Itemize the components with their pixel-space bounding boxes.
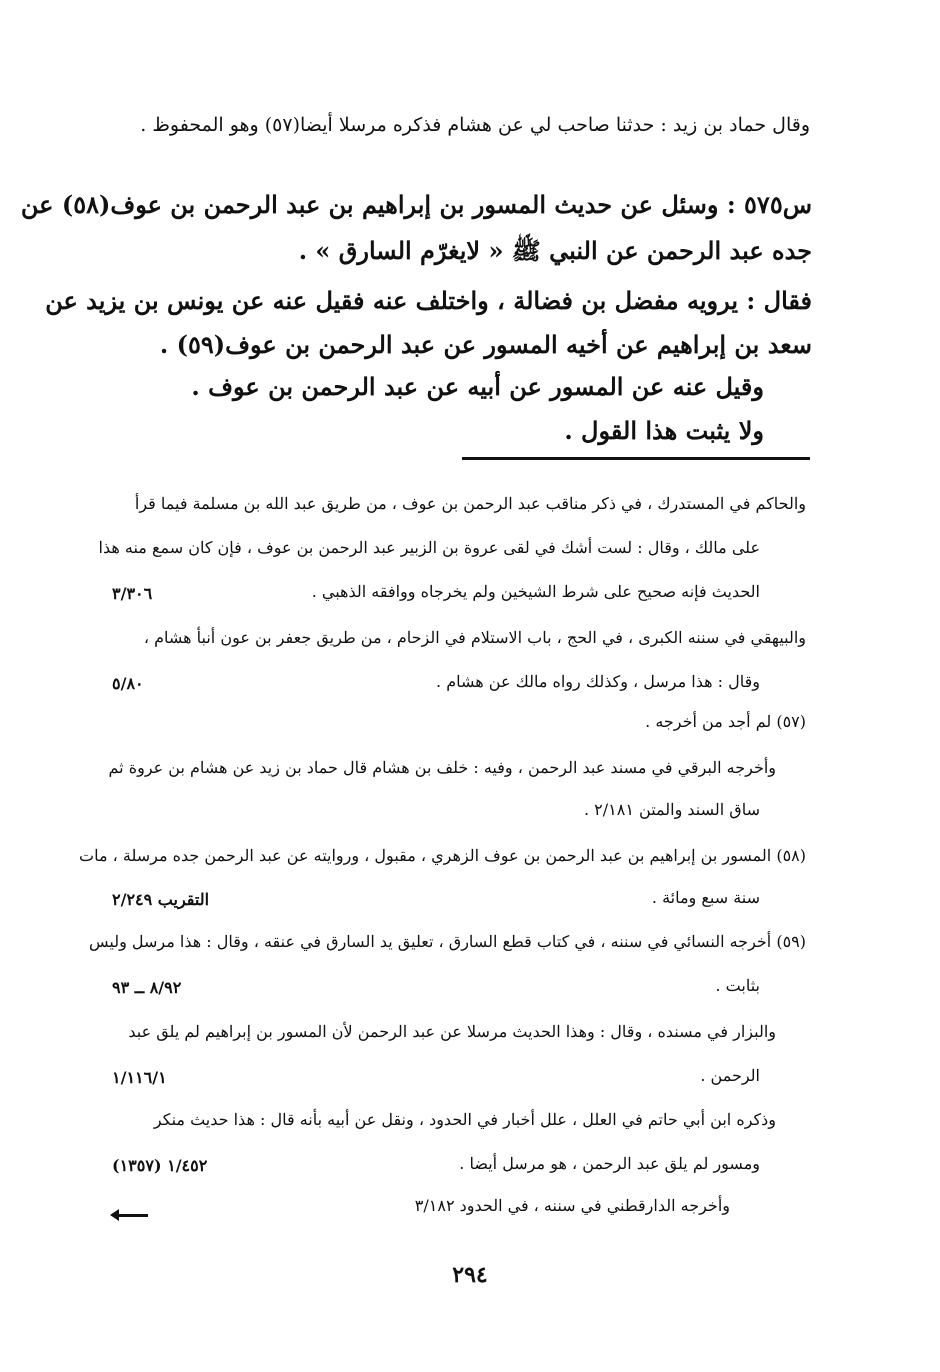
answer-line: فقال : يرويه مفضل بن فضالة ، واختلف عنه فقيل عنه عن يونس بن يزيد عن — [45, 286, 812, 315]
footnote-line: والحاكم في المستدرك ، في ذكر مناقب عبد الرحمن بن عوف ، من طريق عبد الله بن مسلمة فيما قرأ — [134, 494, 806, 513]
footnote-line: والبيهقي في سننه الكبرى ، في الحج ، باب الاستلام في الزحام ، من طريق جعفر بن عون أنبأ هشام ، — [143, 628, 806, 647]
page-number: ٢٩٤ — [452, 1262, 488, 1288]
footnote-line: وذكره ابن أبي حاتم في العلل ، علل أخبار في الحدود ، ونقل عن أبيه بأنه قال : هذا حديث منكر — [153, 1110, 776, 1129]
footnote-separator — [462, 457, 810, 460]
footnote-57: (٥٧) لم أجد من أخرجه . — [645, 712, 806, 731]
page-reference: ٣/٣٠٦ — [112, 584, 153, 603]
page-reference: ١/٤٥٢ (١٣٥٧) — [112, 1156, 208, 1175]
footnote-line: سنة سبع ومائة . — [651, 888, 760, 907]
question-line: س٥٧٥ : وسئل عن حديث المسور بن إبراهيم بن عبد الرحمن بن عوف(٥٨) عن — [20, 190, 812, 219]
footnote-58: (٥٨) المسور بن إبراهيم بن عبد الرحمن بن عوف الزهري ، مقبول ، وروايته عن عبد الرحمن جده مرسلة ، مات — [79, 846, 806, 865]
answer-line: وقيل عنه عن المسور عن أبيه عن عبد الرحمن بن عوف . — [191, 372, 764, 401]
footnote-line: على مالك ، وقال : لست أشك في لقى عروة بن الزبير عبد الرحمن بن عوف ، فإن كان سمع منه هذا — [98, 538, 760, 557]
question-line: جده عبد الرحمن عن النبي ﷺ « لايغرّم السارق » . — [298, 236, 812, 265]
footnote-line: الحديث فإنه صحيح على شرط الشيخين ولم يخرجاه ووافقه الذهبي . — [311, 582, 760, 601]
continuation-arrow-icon — [118, 1214, 148, 1217]
footnote-line: بثابت . — [715, 976, 760, 995]
footnote-line: وأخرجه الدارقطني في سننه ، في الحدود ٣/١٨٢ — [414, 1196, 730, 1215]
page-reference: ٨/٩٢ ــ ٩٣ — [112, 978, 182, 997]
footnote-line: وقال : هذا مرسل ، وكذلك رواه مالك عن هشام . — [436, 672, 760, 691]
footnote-line: ومسور لم يلق عبد الرحمن ، هو مرسل أيضا . — [459, 1154, 760, 1173]
page-reference: ١/١١٦/١ — [112, 1068, 167, 1087]
footnote-line: الرحمن . — [700, 1066, 760, 1085]
page-reference: التقريب ٢/٢٤٩ — [112, 890, 210, 909]
footnote-59: (٥٩) أخرجه النسائي في سننه ، في كتاب قطع السارق ، تعليق يد السارق في عنقه ، وقال : هذا مرسل وليس — [88, 932, 806, 951]
footnote-line: والبزار في مسنده ، وقال : وهذا الحديث مرسلا عن عبد الرحمن لأن المسور بن إبراهيم لم يلق عبد — [128, 1022, 776, 1041]
footnote-line: ساق السند والمتن ٢/١٨١ . — [583, 800, 760, 819]
answer-line: سعد بن إبراهيم عن أخيه المسور عن عبد الرحمن بن عوف(٥٩) . — [159, 330, 812, 359]
answer-line: ولا يثبت هذا القول . — [564, 416, 764, 445]
footnote-line: وأخرجه البرقي في مسند عبد الرحمن ، وفيه : خلف بن هشام قال حماد بن زيد عن هشام بن عروة ثم — [108, 758, 776, 777]
top-line: وقال حماد بن زيد : حدثنا صاحب لي عن هشام فذكره مرسلا أيضا(٥٧) وهو المحفوظ . — [140, 114, 810, 136]
page-reference: ٥/٨٠ — [112, 674, 144, 693]
